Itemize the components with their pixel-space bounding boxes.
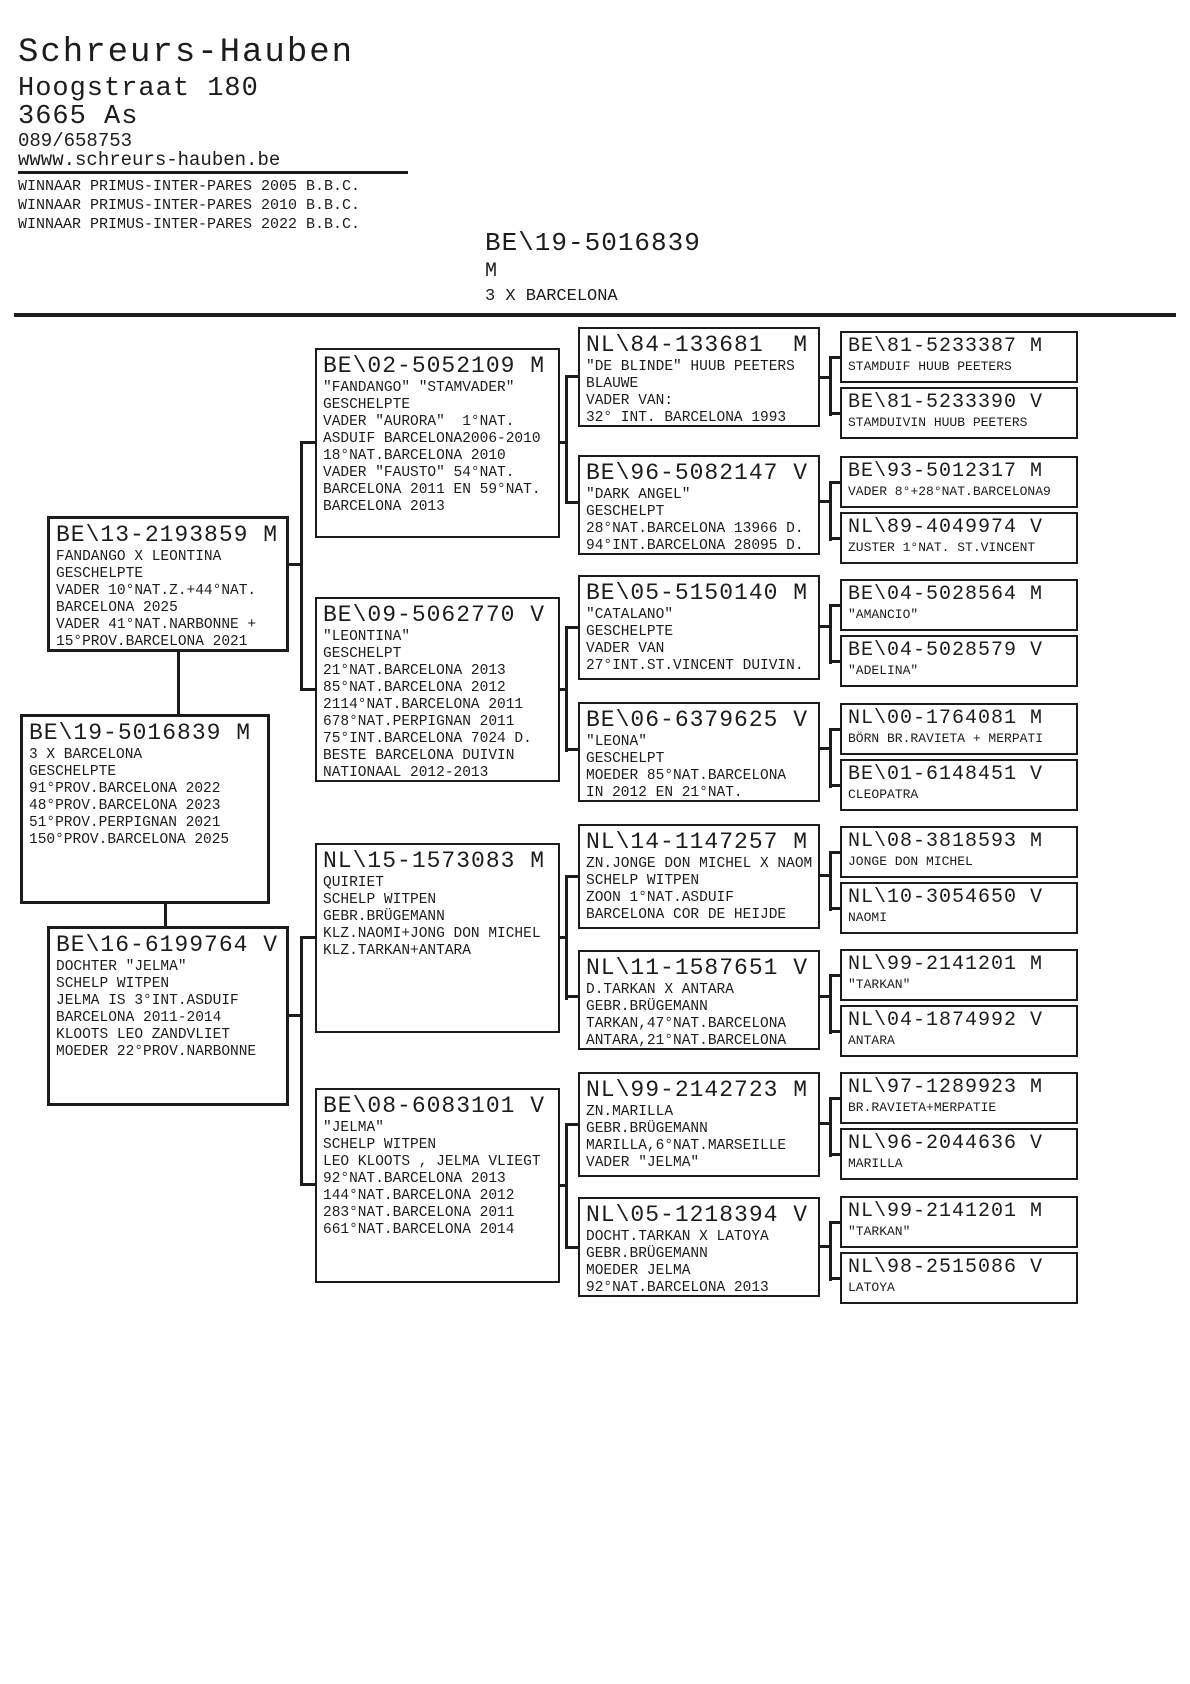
box-line: STAMDUIVIN HUUB PEETERS: [848, 415, 1028, 430]
box-line: LEO KLOOTS , JELMA VLIEGT: [323, 1154, 541, 1170]
box-line: MARILLA,6°NAT.MARSEILLE: [586, 1138, 787, 1154]
ring-number: NL\84-133681 M: [586, 332, 809, 358]
box-line: JELMA IS 3°INT.ASDUIF: [56, 993, 239, 1009]
connector-line: [832, 1153, 840, 1156]
pedigree-box-gen3-5: [578, 824, 820, 929]
ring-number: NL\10-3054650 V: [848, 886, 1044, 909]
box-line: "LEONTINA": [323, 629, 411, 645]
box-line: 92°NAT.BARCELONA 2013: [586, 1280, 769, 1296]
connector-line: [300, 936, 303, 1186]
ring-number: NL\11-1587651 V: [586, 955, 809, 981]
box-line: SCHELP WITPEN: [323, 892, 437, 908]
connector-line: [568, 626, 578, 629]
connector-line: [177, 652, 180, 714]
box-line: KLOOTS LEO ZANDVLIET: [56, 1027, 231, 1043]
ring-number: NL\97-1289923 M: [848, 1076, 1044, 1099]
connector-line: [289, 563, 300, 566]
pedigree-box-gen4-6: [840, 635, 1078, 687]
box-line: "DARK ANGEL": [586, 487, 691, 503]
box-line: 2114°NAT.BARCELONA 2011: [323, 697, 524, 713]
ring-number: NL\00-1764081 M: [848, 707, 1044, 730]
box-line: BLAUWE: [586, 376, 639, 392]
loft-phone: 089/658753: [18, 130, 133, 152]
box-line: ZN.MARILLA: [586, 1104, 674, 1120]
pedigree-box-gen4-5: [840, 579, 1078, 631]
box-line: VADER "FAUSTO" 54°NAT.: [323, 465, 515, 481]
connector-line: [820, 874, 829, 877]
ring-number: BE\19-5016839 M: [29, 720, 252, 746]
ring-number: NL\99-2141201 M: [848, 953, 1044, 976]
pedigree-box-gen4-15: [840, 1196, 1078, 1248]
box-line: VADER 8°+28°NAT.BARCELONA9: [848, 484, 1051, 499]
ring-number: BE\02-5052109 M: [323, 353, 546, 379]
connector-line: [560, 441, 565, 444]
box-line: ZN.JONGE DON MICHEL X NAOM: [586, 856, 813, 872]
box-line: VADER 10°NAT.Z.+44°NAT.: [56, 583, 257, 599]
box-line: MOEDER 22°PROV.NARBONNE: [56, 1044, 257, 1060]
box-line: "TARKAN": [848, 977, 911, 992]
box-line: GESCHELPT: [586, 504, 665, 520]
connector-line: [832, 356, 840, 359]
connector-line: [568, 1123, 578, 1126]
connector-line: [303, 441, 315, 444]
box-line: 150°PROV.BARCELONA 2025: [29, 832, 230, 848]
connector-line: [565, 375, 568, 504]
box-line: ZOON 1°NAT.ASDUIF: [586, 890, 734, 906]
box-line: GESCHELPTE: [586, 624, 674, 640]
box-line: 51°PROV.PERPIGNAN 2021: [29, 815, 221, 831]
box-line: 85°NAT.BARCELONA 2012: [323, 680, 506, 696]
box-line: GESCHELPT: [323, 646, 402, 662]
pedigree-box-gen4-2: [840, 387, 1078, 439]
ring-number: BE\01-6148451 V: [848, 763, 1044, 786]
pedigree-box-gen3-3: [578, 575, 820, 680]
connector-line: [829, 356, 832, 416]
connector-line: [560, 936, 565, 939]
ring-number: BE\93-5012317 M: [848, 460, 1044, 483]
pedigree-box-gen2-2: [315, 597, 560, 782]
connector-line: [820, 500, 829, 503]
ring-number: NL\99-2141201 M: [848, 1200, 1044, 1223]
box-line: 21°NAT.BARCELONA 2013: [323, 663, 506, 679]
connector-line: [832, 412, 840, 415]
box-line: BARCELONA 2025: [56, 600, 178, 616]
box-line: VADER VAN:: [586, 393, 674, 409]
connector-line: [832, 1277, 840, 1280]
box-line: 94°INT.BARCELONA 28095 D.: [586, 538, 804, 554]
ring-number: NL\98-2515086 V: [848, 1256, 1044, 1279]
box-line: "ADELINA": [848, 663, 919, 678]
ring-number: BE\16-6199764 V: [56, 932, 279, 958]
loft-street: Hoogstraat 180: [18, 74, 259, 104]
connector-line: [820, 747, 829, 750]
box-line: 27°INT.ST.VINCENT DUIVIN.: [586, 658, 804, 674]
connector-line: [832, 1097, 840, 1100]
box-line: BESTE BARCELONA DUIVIN: [323, 748, 515, 764]
box-line: BARCELONA 2013: [323, 499, 445, 515]
ring-number: BE\04-5028579 V: [848, 639, 1044, 662]
loft-city: 3665 As: [18, 102, 139, 132]
ring-number: BE\96-5082147 V: [586, 460, 809, 486]
connector-line: [829, 604, 832, 664]
connector-line: [820, 1245, 829, 1248]
box-line: "AMANCIO": [848, 607, 919, 622]
box-line: "JELMA": [323, 1120, 384, 1136]
connector-line: [565, 626, 568, 752]
connector-line: [832, 660, 840, 663]
ring-number: NL\99-2142723 M: [586, 1077, 809, 1103]
ring-number: NL\14-1147257 M: [586, 829, 809, 855]
connector-line: [832, 604, 840, 607]
pedigree-box-gen4-7: [840, 703, 1078, 755]
box-line: IN 2012 EN 21°NAT.: [586, 785, 743, 801]
ring-number: NL\15-1573083 M: [323, 848, 546, 874]
connector-line: [568, 375, 578, 378]
ring-number: NL\08-3818593 M: [848, 830, 1044, 853]
box-line: 15°PROV.BARCELONA 2021: [56, 634, 248, 650]
box-line: GEBR.BRÜGEMANN: [586, 1121, 708, 1137]
box-line: VADER VAN: [586, 641, 665, 657]
pedigree-box-gen4-9: [840, 826, 1078, 878]
box-line: DOCHT.TARKAN X LATOYA: [586, 1229, 769, 1245]
box-line: BARCELONA 2011-2014: [56, 1010, 222, 1026]
loft-website: wwww.schreurs-hauben.be: [18, 149, 281, 171]
box-line: VADER "AURORA" 1°NAT.: [323, 414, 515, 430]
subject-ring-number: BE\19-5016839: [485, 228, 701, 258]
box-line: "FANDANGO" "STAMVADER": [323, 380, 515, 396]
loft-name: Schreurs-Hauben: [18, 34, 355, 72]
box-line: MARILLA: [848, 1156, 903, 1171]
ring-number: NL\96-2044636 V: [848, 1132, 1044, 1155]
connector-line: [560, 688, 565, 691]
connector-line: [568, 748, 578, 751]
box-line: 144°NAT.BARCELONA 2012: [323, 1188, 515, 1204]
box-line: 661°NAT.BARCELONA 2014: [323, 1222, 515, 1238]
box-line: LATOYA: [848, 1280, 895, 1295]
box-line: BARCELONA COR DE HEIJDE: [586, 907, 787, 923]
box-line: 32° INT. BARCELONA 1993: [586, 410, 787, 426]
connector-line: [565, 875, 568, 1000]
pedigree-box-gen4-4: [840, 512, 1078, 564]
box-line: BR.RAVIETA+MERPATIE: [848, 1100, 997, 1115]
pedigree-box-gen4-14: [840, 1128, 1078, 1180]
pedigree-box-gen1-3: [47, 926, 289, 1106]
box-line: FANDANGO X LEONTINA: [56, 549, 222, 565]
connector-line: [829, 974, 832, 1034]
box-line: SCHELP WITPEN: [323, 1137, 437, 1153]
pedigree-box-gen4-3: [840, 456, 1078, 508]
pedigree-box-gen2-1: [315, 348, 560, 538]
honor-line: WINNAAR PRIMUS-INTER-PARES 2010 B.B.C.: [18, 197, 361, 214]
box-line: 3 X BARCELONA: [29, 747, 143, 763]
connector-line: [820, 376, 829, 379]
connector-line: [832, 728, 840, 731]
website-underline: [18, 171, 408, 174]
connector-line: [829, 728, 832, 788]
pedigree-box-gen3-2: [578, 455, 820, 555]
pedigree-box-gen3-6: [578, 950, 820, 1050]
box-line: "LEONA": [586, 734, 647, 750]
box-line: "TARKAN": [848, 1224, 911, 1239]
pedigree-box-gen4-1: [840, 331, 1078, 383]
subject-note: 3 X BARCELONA: [485, 287, 618, 306]
ring-number: BE\13-2193859 M: [56, 522, 279, 548]
box-line: GESCHELPTE: [29, 764, 117, 780]
box-line: GESCHELPTE: [56, 566, 144, 582]
connector-line: [565, 1123, 568, 1249]
box-line: 91°PROV.BARCELONA 2022: [29, 781, 221, 797]
box-line: 75°INT.BARCELONA 7024 D.: [323, 731, 532, 747]
box-line: NATIONAAL 2012-2013: [323, 765, 489, 781]
box-line: MOEDER JELMA: [586, 1263, 691, 1279]
box-line: MOEDER 85°NAT.BARCELONA: [586, 768, 787, 784]
box-line: 18°NAT.BARCELONA 2010: [323, 448, 506, 464]
box-line: JONGE DON MICHEL: [848, 854, 973, 869]
box-line: BARCELONA 2011 EN 59°NAT.: [323, 482, 541, 498]
box-line: "DE BLINDE" HUUB PEETERS: [586, 359, 795, 375]
pedigree-box-gen4-16: [840, 1252, 1078, 1304]
box-line: QUIRIET: [323, 875, 384, 891]
connector-line: [568, 875, 578, 878]
section-divider-rule: [14, 313, 1176, 317]
connector-line: [303, 1183, 315, 1186]
connector-line: [820, 625, 829, 628]
connector-line: [560, 1184, 565, 1187]
box-line: GEBR.BRÜGEMANN: [586, 1246, 708, 1262]
ring-number: BE\05-5150140 M: [586, 580, 809, 606]
pedigree-box-gen2-3: [315, 843, 560, 1033]
honor-line: WINNAAR PRIMUS-INTER-PARES 2022 B.B.C.: [18, 216, 361, 233]
box-line: KLZ.TARKAN+ANTARA: [323, 943, 471, 959]
box-line: TARKAN,47°NAT.BARCELONA: [586, 1016, 787, 1032]
box-line: BÖRN BR.RAVIETA + MERPATI: [848, 731, 1044, 746]
connector-line: [832, 481, 840, 484]
pedigree-box-gen4-13: [840, 1072, 1078, 1124]
box-line: GEBR.BRÜGEMANN: [586, 999, 708, 1015]
pedigree-box-gen3-1: [578, 327, 820, 427]
box-line: KLZ.NAOMI+JONG DON MICHEL: [323, 926, 541, 942]
ring-number: BE\09-5062770 V: [323, 602, 546, 628]
box-line: ASDUIF BARCELONA2006-2010: [323, 431, 541, 447]
ring-number: BE\08-6083101 V: [323, 1093, 546, 1119]
box-line: 283°NAT.BARCELONA 2011: [323, 1205, 515, 1221]
ring-number: BE\81-5233387 M: [848, 335, 1044, 358]
ring-number: BE\81-5233390 V: [848, 391, 1044, 414]
subject-sex: M: [485, 260, 498, 283]
honor-line: WINNAAR PRIMUS-INTER-PARES 2005 B.B.C.: [18, 178, 361, 195]
ring-number: NL\05-1218394 V: [586, 1202, 809, 1228]
pedigree-box-gen3-8: [578, 1197, 820, 1297]
ring-number: BE\04-5028564 M: [848, 583, 1044, 606]
connector-line: [289, 1014, 300, 1017]
box-line: 48°PROV.BARCELONA 2023: [29, 798, 221, 814]
box-line: NAOMI: [848, 910, 888, 925]
pedigree-box-gen3-4: [578, 702, 820, 802]
box-line: "CATALANO": [586, 607, 674, 623]
box-line: ANTARA: [848, 1033, 895, 1048]
pedigree-box-gen4-10: [840, 882, 1078, 934]
pedigree-box-gen1-2: [20, 714, 270, 904]
connector-line: [820, 1122, 829, 1125]
pedigree-box-gen4-8: [840, 759, 1078, 811]
connector-line: [832, 1221, 840, 1224]
box-line: STAMDUIF HUUB PEETERS: [848, 359, 1012, 374]
pedigree-box-gen3-7: [578, 1072, 820, 1177]
box-line: SCHELP WITPEN: [586, 873, 700, 889]
pedigree-box-gen1-1: [47, 516, 289, 652]
connector-line: [829, 1221, 832, 1281]
box-line: SCHELP WITPEN: [56, 976, 170, 992]
connector-line: [568, 1246, 578, 1249]
box-line: GEBR.BRÜGEMANN: [323, 909, 445, 925]
connector-line: [164, 904, 167, 926]
pedigree-box-gen4-11: [840, 949, 1078, 1001]
ring-number: NL\04-1874992 V: [848, 1009, 1044, 1032]
box-line: CLEOPATRA: [848, 787, 919, 802]
connector-line: [832, 907, 840, 910]
ring-number: BE\06-6379625 V: [586, 707, 809, 733]
box-line: 28°NAT.BARCELONA 13966 D.: [586, 521, 804, 537]
box-line: 92°NAT.BARCELONA 2013: [323, 1171, 506, 1187]
box-line: GESCHELPTE: [323, 397, 411, 413]
honors-list: [18, 177, 360, 234]
box-line: 678°NAT.PERPIGNAN 2011: [323, 714, 515, 730]
connector-line: [829, 1097, 832, 1157]
connector-line: [832, 974, 840, 977]
box-line: DOCHTER "JELMA": [56, 959, 187, 975]
connector-line: [832, 1030, 840, 1033]
connector-line: [829, 481, 832, 541]
connector-line: [303, 688, 315, 691]
connector-line: [568, 995, 578, 998]
box-line: VADER "JELMA": [586, 1155, 700, 1171]
box-line: VADER 41°NAT.NARBONNE +: [56, 617, 257, 633]
connector-line: [820, 995, 829, 998]
box-line: ZUSTER 1°NAT. ST.VINCENT: [848, 540, 1036, 555]
box-line: GESCHELPT: [586, 751, 665, 767]
connector-line: [568, 501, 578, 504]
connector-line: [832, 537, 840, 540]
connector-line: [303, 936, 315, 939]
pedigree-box-gen4-12: [840, 1005, 1078, 1057]
connector-line: [300, 441, 303, 691]
connector-line: [832, 784, 840, 787]
connector-line: [832, 851, 840, 854]
box-line: D.TARKAN X ANTARA: [586, 982, 734, 998]
ring-number: NL\89-4049974 V: [848, 516, 1044, 539]
connector-line: [829, 851, 832, 911]
box-line: ANTARA,21°NAT.BARCELONA: [586, 1033, 787, 1049]
pedigree-box-gen2-4: [315, 1088, 560, 1283]
